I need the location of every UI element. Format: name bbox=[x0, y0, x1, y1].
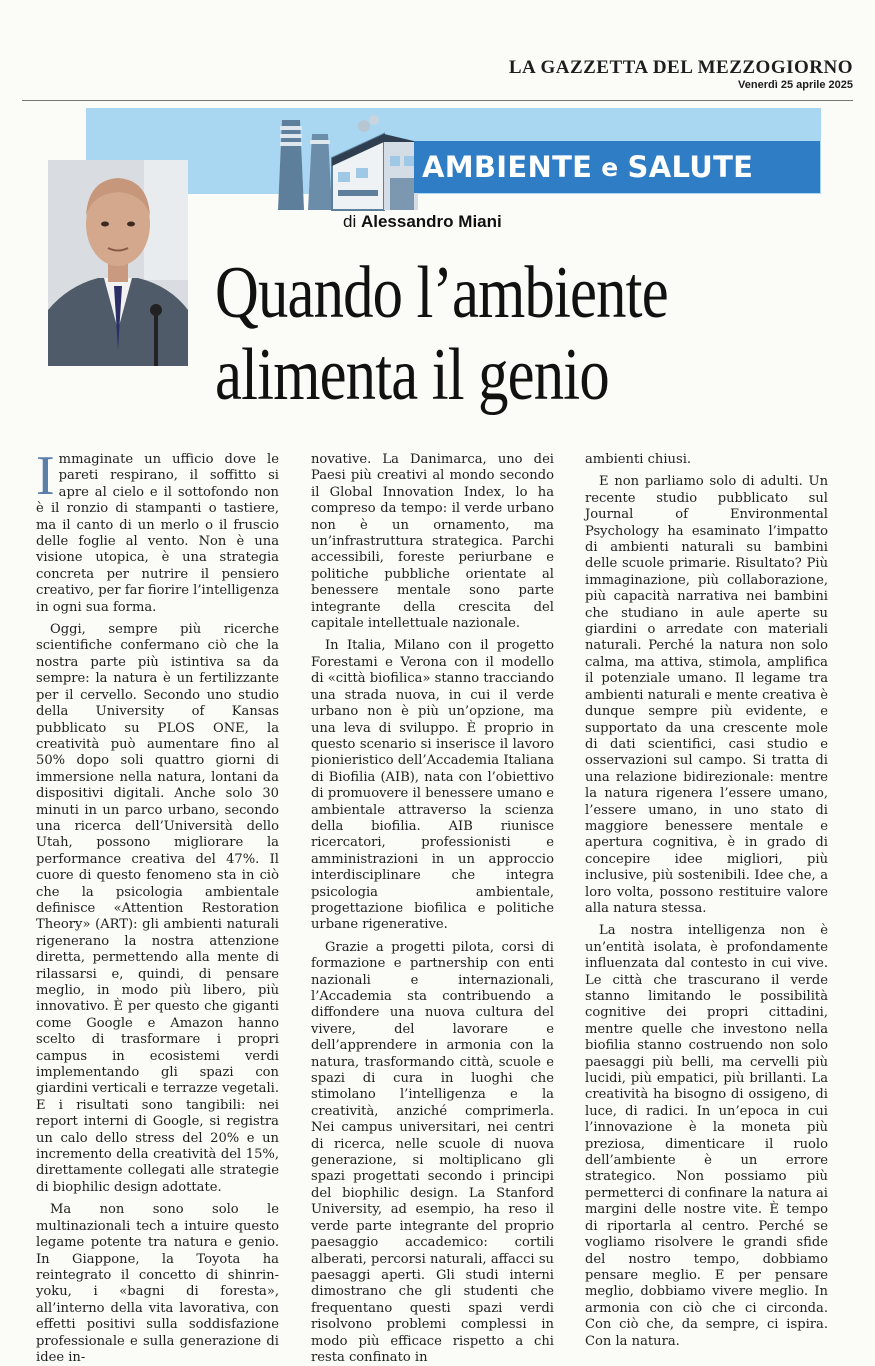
byline-prefix: di bbox=[343, 212, 357, 231]
article-paragraph: ambienti chiusi. bbox=[585, 452, 692, 467]
section-title-connector: e bbox=[601, 152, 619, 182]
article-paragraph: Oggi, sempre più ricerche scientifiche confermano ciò che la nostra parte più istintiva sa da sempre: la natura è un fertilizzante per il cervello. Secondo uno studio della University of Kansas pubblicato su PLOS ONE, la creatività può aumentare fino al 50% dopo soli quattro giorni di immersione nella natura, lontani da dispositivi digitali. Anche solo 30 minuti in un parco urbano, secondo una ricerca dell’Università dello Utah, possono migliorare la performance creativa del 47%. Il cuore di questo fenomeno sta in ciò che la psicologia ambientale definisce «Attention Restoration Theory» (ART): gli ambienti naturali rigenerano la nostra attenzione diretta, permettendo alla mente di rilassarsi e, quindi, di pensare meglio, in modo più libero, più innovativo. È per questo che giganti come Google e Amazon hanno scelto di trasformare i propri campus in ecosistemi verdi implementando gli spazi con giardini verticali e terrazze vegetali. E i risultati sono tangibili: nei report interni di Google, si registra un calo dello stress del 20% e un incremento della creatività del 15%, direttamente collegati alle strategie di biophilic design adottate. bbox=[36, 622, 279, 1195]
article-paragraph: E non parliamo solo di adulti. Un recente studio pubblicato sul Journal of Environmental Psychology ha esaminato l’impatto di ambienti naturali su bambini delle scuole primarie. Risultato? Più immaginazione, più collaborazione, più capacità narrativa nei bambini che studiano in aule aperte su giardini o arredate con materiali naturali. Perché la natura non solo calma, ma attiva, stimola, amplifica il potenziale umano. Il legame tra ambienti naturali e mente creativa è dunque sempre più evidente, e supportato da una crescente mole di dati scientifici, casi studio e osservazioni sul campo. Si tratta di una relazione bidirezionale: mentre la natura rigenera l’essere umano, l’essere umano, in uno stato di maggiore benessere mentale e apertura cognitiva, è in grado di concepire idee migliori, più inclusive, più sostenibili. Idee che, a loro volta, possono restituire valore alla natura stessa. bbox=[585, 474, 828, 916]
article-paragraph: Grazie a progetti pilota, corsi di formazione e partnership con enti nazionali e internazionali, l’Accademia sta contribuendo a diffondere una nuova cultura del vivere, del lavorare e dell’apprendere in armonia con la natura, trasformando città, scuole e spazi di cura in luoghi che stimolano l’intelligenza e la creatività, anziché comprimerla. Nei campus universitari, nei centri di ricerca, nelle scuole di nuova generazione, si moltiplicano gli spazi progettati secondo i principi del biophilic design. La Stanford University, ad esempio, ha reso il verde parte integrante del proprio paesaggio accademico: cortili alberati, percorsi naturali, affacci su paesaggi aperti. Gli studi interni dimostrano che gli studenti che frequentano questi spazi verdi risolvono problemi complessi in modo più efficace rispetto a chi resta confinato in bbox=[311, 939, 554, 1365]
article-paragraph: La nostra intelligenza non è un’entità isolata, è profondamente influenzata dal contesto in cui vive. Le città che trascurano il verde stanno limitando le possibilità cognitive dei propri cittadini, mentre quelle che investono nella biofilia stanno costruendo non solo paesaggi più belli, ma cervelli più lucidi, più empatici, più brillanti. La creatività ha bisogno di ossigeno, di luce, di radici. In un’epoca in cui l’innovazione è la moneta più preziosa, dimenticare il ruolo dell’ambiente è un errore strategico. Non possiamo più permetterci di confinare la natura ai margini delle nostre vite. È tempo di riportarla al centro. Perché se vogliamo risolvere le grandi sfide del nostro tempo, dobbiamo pensare meglio. E per pensare meglio, dobbiamo vivere meglio. In armonia con ciò che ci circonda. Con ciò che, da sempre, ci ispira. Con la natura. bbox=[585, 923, 828, 1349]
section-title-part1: AMBIENTE bbox=[422, 150, 593, 184]
article-paragraph: In Italia, Milano con il progetto Forestami e Verona con il modello di «città biofilica» stanno tracciando una strada nuova, in cui il verde urbano non è più un’opzione, ma una leva di sviluppo. È proprio in questo scenario si inserisce il lavoro pionieristico dell’Accademia Italiana di Biofilia (AIB), nata con l’obiettivo di promuovere il benessere umano e ambientale attraverso la scienza della biofilia. AIB riunisce ricercatori, professionisti e amministrazioni in un approccio interdisciplinare che integra psicologia ambientale, progettazione biofilica e politiche urbane rigenerative. bbox=[311, 638, 555, 933]
article-column-1 bbox=[36, 445, 279, 1365]
article-paragraph: Ma non sono solo le multinazionali tech a intuire questo legame potente tra natura e genio. In Giappone, la Toyota ha reintegrato il concetto di shinrin-yoku, i «bagni di foresta», all’interno della vita lavorativa, con effetti positivi sulla soddisfazione professionale e sulla generazione di idee in- bbox=[36, 1202, 279, 1365]
headline bbox=[215, 252, 740, 416]
newspaper-name: LA GAZZETTA DEL MEZZOGIORNO bbox=[508, 57, 853, 78]
issue-date: Venerdì 25 aprile 2025 bbox=[738, 79, 853, 91]
masthead bbox=[509, 58, 853, 92]
author-name: Alessandro Miani bbox=[360, 212, 502, 231]
headline-line-2: alimenta il genio bbox=[215, 334, 609, 416]
section-title-part2: SALUTE bbox=[627, 150, 754, 184]
headline-line-1: Quando l’ambiente bbox=[215, 252, 668, 334]
article-paragraph: novative. La Danimarca, uno dei Paesi più creativi al mondo secondo il Global Innovation Index, lo ha compreso da tempo: il verde urbano non è un ornamento, ma un’infrastruttura strategica. Parchi accessibili, foreste periurbane e politiche pubbliche orientate al benessere mentale sono parte integrante della crescita del capitale intellettuale nazionale. bbox=[311, 452, 554, 632]
byline bbox=[343, 212, 502, 232]
drop-cap: I bbox=[36, 445, 55, 507]
article-paragraph: Immaginate un ufficio dove le pareti respirano, il soffitto si apre al cielo e il sottofondo non è il ronzio di stampanti o tastiere, ma il canto di un merlo o il fruscio delle foglie al vento. Non è una visione utopica, è una strategia concreta per nutrire il pensiero creativo, per far fiorire l’intelligenza in ogni sua forma. bbox=[36, 445, 279, 615]
article-column-3 bbox=[585, 452, 828, 1349]
author-portrait bbox=[48, 160, 188, 366]
article-column-2 bbox=[311, 452, 555, 1365]
section-title bbox=[414, 141, 820, 193]
masthead-rule bbox=[22, 100, 853, 101]
factory-illustration-icon bbox=[272, 112, 422, 212]
